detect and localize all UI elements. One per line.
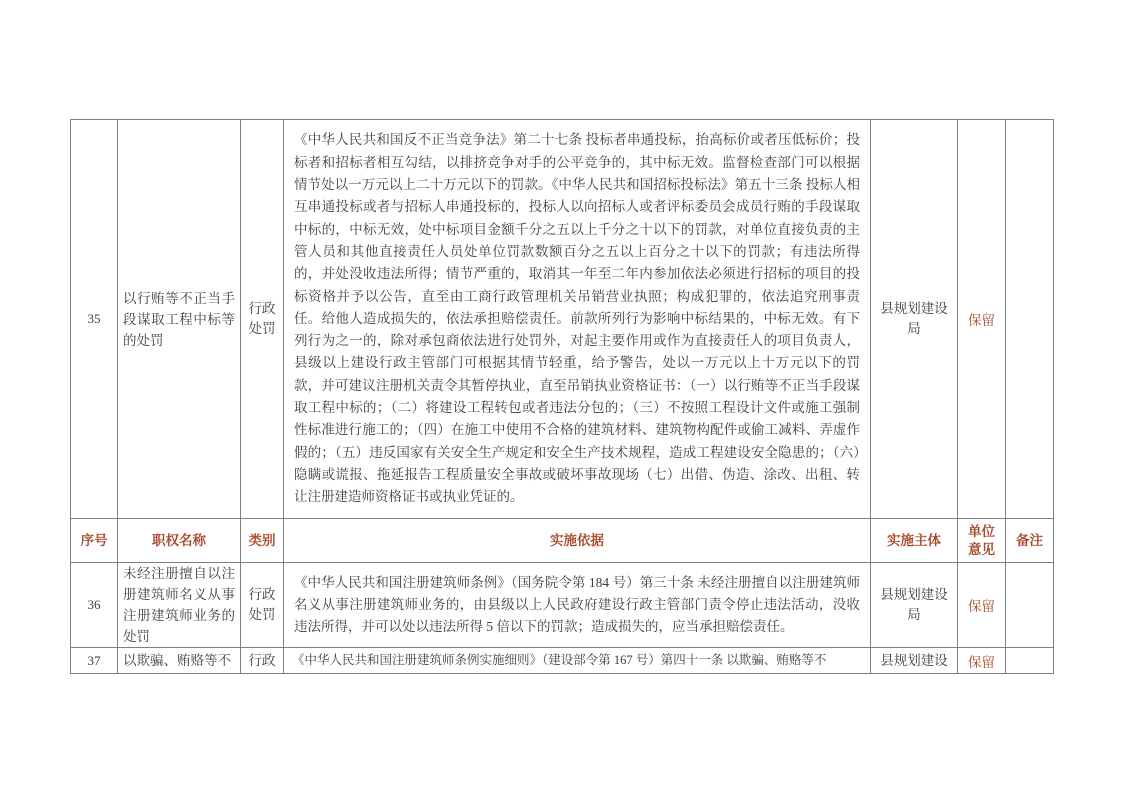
category-cell xyxy=(241,648,284,674)
header-note xyxy=(1006,519,1054,563)
table-row-36 xyxy=(71,563,1054,648)
header-category xyxy=(241,519,284,563)
basis-cell xyxy=(284,563,871,648)
category-text: 行政处罚 xyxy=(248,587,276,622)
authority-name-text: 以欺骗、贿赂等不 xyxy=(123,653,231,668)
note-cell xyxy=(1006,648,1054,674)
seq-cell: 37 xyxy=(71,648,118,674)
note-cell xyxy=(1006,120,1054,519)
basis-cell xyxy=(284,120,871,519)
basis-text: 《中华人民共和国注册建筑师条例》（国务院令第 184 号）第三十条 未经注册擅自以注册建筑师名义从事注册建筑师业务的，由县级以上人民政府建设行政主管部门责令停止违法活动，没收违法所得，并可以处以违法所得 5 倍以下的罚款；造成损失的，应当承担赔偿责任。 xyxy=(294,574,860,635)
basis-cell xyxy=(284,648,871,674)
opinion-cell: 保留 xyxy=(958,120,1006,519)
header-agency xyxy=(871,519,958,563)
basis-text: 《中华人民共和国反不正当竞争法》第二十七条 投标者串通投标，抬高标价或者压低标价；投标者和招标者相互勾结，以排挤竞争对手的公平竞争的，其中标无效。监督检查部门可以根据情节处以一万元以上二十万元以下的罚款。《中华人民共和国招标投标法》第五十三条 投标人相互串通投标或者与招标人串通投标的，投标人以向招标人或者评标委员会成员行贿的手段谋取中标的，中标无效，处中标项目金额千分之五以上千分之十以下的罚款，对单位直接负责的主管人员和其他直接责任人员处单位罚款数额百分之五以上百分之十以下的罚款；有违法所得的，并处没收违法所得；情节严重的，取消其一年至二年内参加依法必须进行招标的项目的投标资格并予以公告，直至由工商行政管理机关吊销营业执照；构成犯罪的，依法追究刑事责任。给他人造成损失的，依法承担赔偿责任。前款所列行为影响中标结果的，中标无效。有下列行为之一的，除对承包商依法进行处罚外，对起主要作用或作为直接责任人的项目负责人，县级以上建设行政主管部门可根据其情节轻重，给予警告，处以一万元以上十万元以下的罚款，并可建议注册机关责令其暂停执业，直至吊销执业资格证书：（一）以行贿等不正当手段谋取工程中标的；（二）将建设工程转包或者违法分包的；（三）不按照工程设计文件或施工强制性标准进行施工的；（四）在施工中使用不合格的建筑材料、建筑物构配件或偷工减料、弄虚作假的；（五）违反国家有关安全生产规定和安全生产技术规程，造成工程建设安全隐患的；（六）隐瞒或谎报、拖延报告工程质量安全事故或破坏事故现场（七）出借、伪造、涂改、出租、转让注册建造师资格证书或执业凭证的。 xyxy=(294,132,860,505)
category-text: 行政 xyxy=(248,652,276,668)
opinion-cell: 保留 xyxy=(958,563,1006,648)
opinion-cell: 保留 xyxy=(958,648,1006,674)
header-authority-name-label: 职权名称 xyxy=(152,532,206,548)
agency-cell xyxy=(871,648,958,674)
basis-text: 《中华人民共和国注册建筑师条例实施细则》（建设部令第 167 号）第四十一条 以欺骗、贿赂等不 xyxy=(292,653,827,668)
header-basis-label: 实施依据 xyxy=(550,532,604,548)
header-opinion-label: 单位意见 xyxy=(968,523,995,557)
header-agency-label: 实施主体 xyxy=(887,532,941,548)
authority-table xyxy=(70,119,1054,674)
category-text: 行政处罚 xyxy=(248,301,276,336)
authority-name-text: 以行贿等不正当手段谋取工程中标等的处罚 xyxy=(123,290,235,348)
authority-name-cell xyxy=(118,120,241,519)
table-row-35 xyxy=(71,120,1054,519)
header-authority-name xyxy=(118,519,241,563)
agency-text: 县规划建设局 xyxy=(880,587,948,622)
agency-text: 县规划建设局 xyxy=(880,301,948,336)
agency-cell xyxy=(871,120,958,519)
seq-cell: 35 xyxy=(71,120,118,519)
header-category-label: 类别 xyxy=(248,532,276,548)
header-seq-label: 序号 xyxy=(80,532,108,548)
authority-name-cell xyxy=(118,648,241,674)
seq-cell: 36 xyxy=(71,563,118,648)
table-header-row xyxy=(71,519,1054,563)
authority-name-text: 未经注册擅自以注册建筑师名义从事注册建筑师业务的处罚 xyxy=(123,566,235,644)
header-basis xyxy=(284,519,871,563)
note-cell xyxy=(1006,563,1054,648)
authority-name-cell xyxy=(118,563,241,648)
header-note-label: 备注 xyxy=(1016,532,1043,548)
header-opinion xyxy=(958,519,1006,563)
header-seq xyxy=(71,519,118,563)
agency-text: 县规划建设 xyxy=(880,652,948,668)
category-cell xyxy=(241,563,284,648)
table-row-37 xyxy=(71,648,1054,674)
agency-cell xyxy=(871,563,958,648)
category-cell xyxy=(241,120,284,519)
